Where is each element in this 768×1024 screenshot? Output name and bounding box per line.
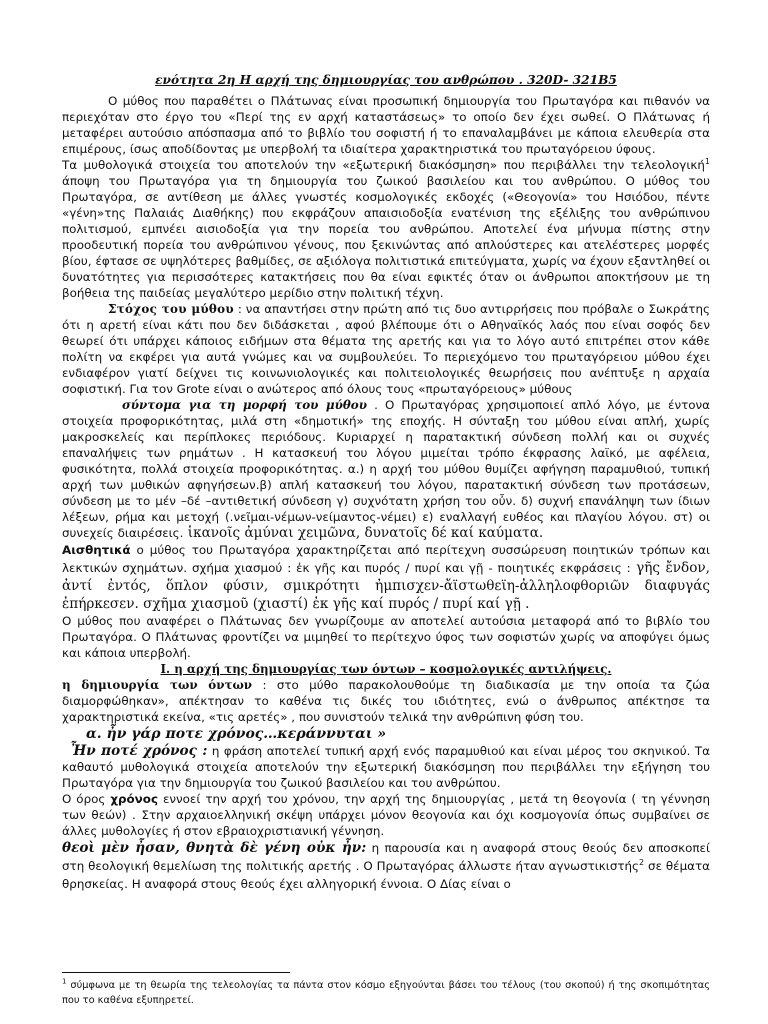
subsection-heading: α. ἦν γάρ ποτε χρόνος…κεράννυται »: [86, 726, 387, 742]
footnote: [62, 978, 710, 1008]
time-term-label: χρόνος: [110, 792, 158, 806]
paragraph-text: η παρουσία και η αναφορά στους θεούς δεν αποσκοπεί στη θεολογική θεμελίωση της πολιτικής αρετής . Ο Πρωταγόρας άλλωστε ήταν αγνωστικιστής: [62, 841, 710, 873]
gods-label: θεοὶ μὲν ἦσαν, θνητὰ δὲ γένη οὐκ ἦν:: [62, 840, 367, 856]
paragraph-text: η φράση αποτελεί τυπική αρχή ενός παραμυθιού και είναι μέρος του σκηνικού. Τα καθαυτό μυθολογικά στοιχεία αποτελούν την εξωτερική διακόσμηση που περιβάλλει την εξήγηση του Πρωταγόρα για την δημιουργία του ζωικού βασιλείου και του ανθρώπου.: [62, 744, 711, 790]
paragraph-text: εννοεί την αρχή του χρόνου, την αρχή της δημιουργίας , μετά τη θεογονία ( τη γέννηση των θεών) . Στην αρχαιοελληνική σκέψη υπάρχει μόνον θεογονία και όχι κοσμογονία όπως συμβαίνει σε άλλες μυθολογίες ή στον εβραιοχριστιανική γέννηση.: [62, 792, 710, 838]
paragraph-text: . Ο Πρωταγόρας χρησιμοποιεί απλό λόγο, με έντονα στοιχεία προφορικότητας, μιλά στη «δημοτική» της εποχής. Η σύνταξη του μύθου είναι απλή, χωρίς μακροσκελείς και περίπλοκες περιόδους. Κυριαρχεί η παρατακτική σύνδεση πολλή και οι συχνές επαναλήψεις των ρημάτων . Η κατασκευή του λόγου μιμείται τρόπο έκφρασης λαϊκό, με αφέλεια, φυσικότητα, πολλά στοιχεία προφορικότητας. α.) η αρχή του μύθου θυμίζει αφήγηση παραμυθιού, τυπική αρχή των μυθικών αφηγήσεων.β) απλή κατασκευή του λόγου, παρατακτική σύνδεση των προτάσεων, σύνδεση με το μέν –δέ –αντιθετική σύνδεση γ) συχνότατη χρήση του οὖν. δ) συχνή επανάληψη των ίδιων λέξεων, ρήμα και μετοχή (.νεῖμαι-νέμων-νείμαντος-νέμει) ε) εναλλαγή ευθέος και πλαγίου λόγου. στ) οι συνεχείς διαιρέσεις.: [62, 398, 710, 540]
paragraph-once-upon-a-time: [62, 743, 710, 791]
paragraph-myth-form: [62, 397, 710, 541]
footnote-divider: [62, 972, 290, 973]
paragraph-text: : στο μύθο παρακολουθούμε τη διαδικασία με την οποία τα ζώα διαμορφώθηκαν», απέκτησαν το καθένα τις δικές του ιδιότητες, ενώ ο άνθρωπος απέκτησε τα χαρακτηριστικά εκείνα, «τις αρετές» , που συνιστούν τελικά την ανθρώπινη φύση του.: [62, 678, 710, 724]
aesthetics-label: Αισθητικά: [62, 543, 131, 557]
document-title: ενότητα 2η Η αρχή της δημιουργίας του ανθρώπου . 320D- 321B5: [155, 73, 617, 87]
paragraph-text: άποψη του Πρωταγόρα για τη δημιουργία του ζωικού βασιλείου και του ανθρώπου. Ο μύθος του Πρωταγόρα, σε αντίθεση με άλλες γνωστές κοσμολογικές εκδοχές («Θεογονία» του Ησιόδου, πέντε «γένη»της Παλαιάς Διαθήκης) που εκφράζουν απαισιοδοξία ενατένιση της εξέλιξης του ανθρώπινου πολιτισμού, εμπνέει αισιοδοξία για την πορεία του ανθρώπου. Αποτελεί ένα μήνυμα πίστης στην προοδευτική πορεία του ανθρώπινου γένους, που ξεκινώντας από απλούστερες και ατελέστερες μορφές βίου, έφτασε σε υψηλότερες βαθμίδες, σε αξιόλογα πολιτιστικά επιτεύγματα, χωρίς να έχουν εξαντληθεί οι δυνατότητες για περισσότερες κατακτήσεις που θα είναι εφικτές όταν οι άνθρωποι αποκτήσουν με τη βοήθεια της παιδείας μεγαλύτερο μερίδιο στην πολιτική τέχνη.: [62, 174, 710, 300]
once-upon-a-time-label: Ἦν ποτέ χρόνος :: [70, 743, 208, 759]
myth-form-label: σύντομα για τη μορφή του μύθου: [122, 398, 367, 412]
paragraph-aesthetics: [62, 541, 710, 613]
paragraph-text: Ο μύθος που αναφέρει ο Πλάτωνας δεν γνωρίζουμε αν αποτελεί αυτούσια μεταφορά από το βιβλίο του Πρωταγόρα. Ο Πλάτωνας φροντίζει να μιμηθεί το περίτεχνο ύφος των σοφιστών χωρίς να αποφύγει όμως και κάποια υπερβολή.: [62, 614, 710, 660]
footnote-text: σύμφωνα με τη θεωρία της τελεολογίας τα πάντα στον κόσμο εξηγούνται βάσει του τέλους (του σκοπού) ή της σκοπιμότητας που το καθένα εξυπηρετεί.: [62, 980, 710, 1006]
section-heading: I. η αρχή της δημιουργίας των όντων – κοσμολογικές αντιλήψεις.: [160, 662, 612, 676]
myth-goal-label: Στόχος του μύθου: [108, 302, 234, 316]
paragraph-mythological-elements: [62, 157, 710, 301]
paragraph-myth-goal: [62, 301, 710, 397]
paragraph-text: σε θέματα θρησκείας. Η αναφορά στους θεούς έχει αλληγορική έννοια. Ο Δίας είναι ο: [62, 859, 711, 891]
footnote-ref-2[interactable]: 2: [639, 858, 645, 868]
greek-quote: γῆς ἔνδον, ἀντί ἐντός, ὅπλον φύσιν, σμικρότητι ἠμπισχεν-ἄϊστωθεϊη-ἀλληλοφθοριῶν διαφυγάς ἐπήρκεσεν. σχῆμα χιασμοῦ (χιαστί) ἐκ γῆς καί πυρός / πυρί καί γῇ .: [62, 560, 710, 612]
paragraph-intro: [62, 93, 710, 157]
document-body: [62, 72, 710, 893]
creation-label: η δημιουργία των όντων: [62, 678, 253, 692]
paragraph-text: Ο όρος: [62, 792, 111, 806]
paragraph-text: ο μύθος του Πρωταγόρα χαρακτηρίζεται από περίτεχνη συσσώρευση ποιητικών τρόπων και λεκτικών σχημάτων. σχήμα χιασμού : ἐκ γῆς και πυρός / πυρί και γῇ - ποιητικές εκφράσεις :: [62, 543, 710, 575]
footnote-ref-1[interactable]: 1: [704, 157, 710, 167]
paragraph-creation: [62, 677, 710, 725]
paragraph-text: Τα μυθολογικά στοιχεία του αποτελούν την «εξωτερική διακόσμηση» που περιβάλλει την τελεολογική: [62, 158, 705, 172]
paragraph-intro-text: Ο μύθος που παραθέτει ο Πλάτωνας είναι προσωπική δημιουργία του Πρωταγόρα και πιθανόν να περιεχόταν στο έργο του «Περί της εν αρχή καταστάσεως» το οποίο δεν έχει σωθεί. Ο Πλάτωνας ή μεταφέρει αυτούσιο απόσπασμα από το βιβλίο του σοφιστή ή το επαναλαμβάνει με κάποια ελευθερία στα επιμέρους, ίσως αποδίδοντας με υπερβολή τα ιδιαίτερα χαρακτηριστικά του πρωταγόρειου ύφους.: [62, 94, 710, 156]
paragraph-gods: [62, 839, 710, 893]
paragraph-plato-note: [62, 613, 710, 661]
footnote-number: 1: [62, 977, 67, 986]
paragraph-time-term: [62, 791, 710, 839]
paragraph-text: : να απαντήσει στην πρώτη από τις δυο αντιρρήσεις που πρόβαλε ο Σωκράτης ότι η αρετή είναι κάτι που δεν διδάσκεται , αφού βλέπουμε ότι ο Αθηναϊκός λαός που είναι σοφός δεν θεωρεί ότι υπάρχει κάποιος ειδήμων στα θέματα της αρετής και για το λόγο αυτό επιτρέπει στον κάθε πολίτη να εκφέρει για αυτά γνώμες και να συμβουλεύει. Το περιεχόμενο του πρωταγόρειου μύθου έχει ενδιαφέρον γιατί δείχνει τις κοινωνιολογικές και πολιτειολογικές θεωρήσεις που ανέπτυξε η αρχαία σοφιστική. Για τον Grote είναι ο ανώτερος από όλους τους «πρωταγόρειους» μύθους: [62, 302, 710, 396]
greek-quote: ἱκανοῖς ἀμύναι χειμῶνα, δυνατοῖς δέ καί καύματα.: [183, 525, 544, 541]
